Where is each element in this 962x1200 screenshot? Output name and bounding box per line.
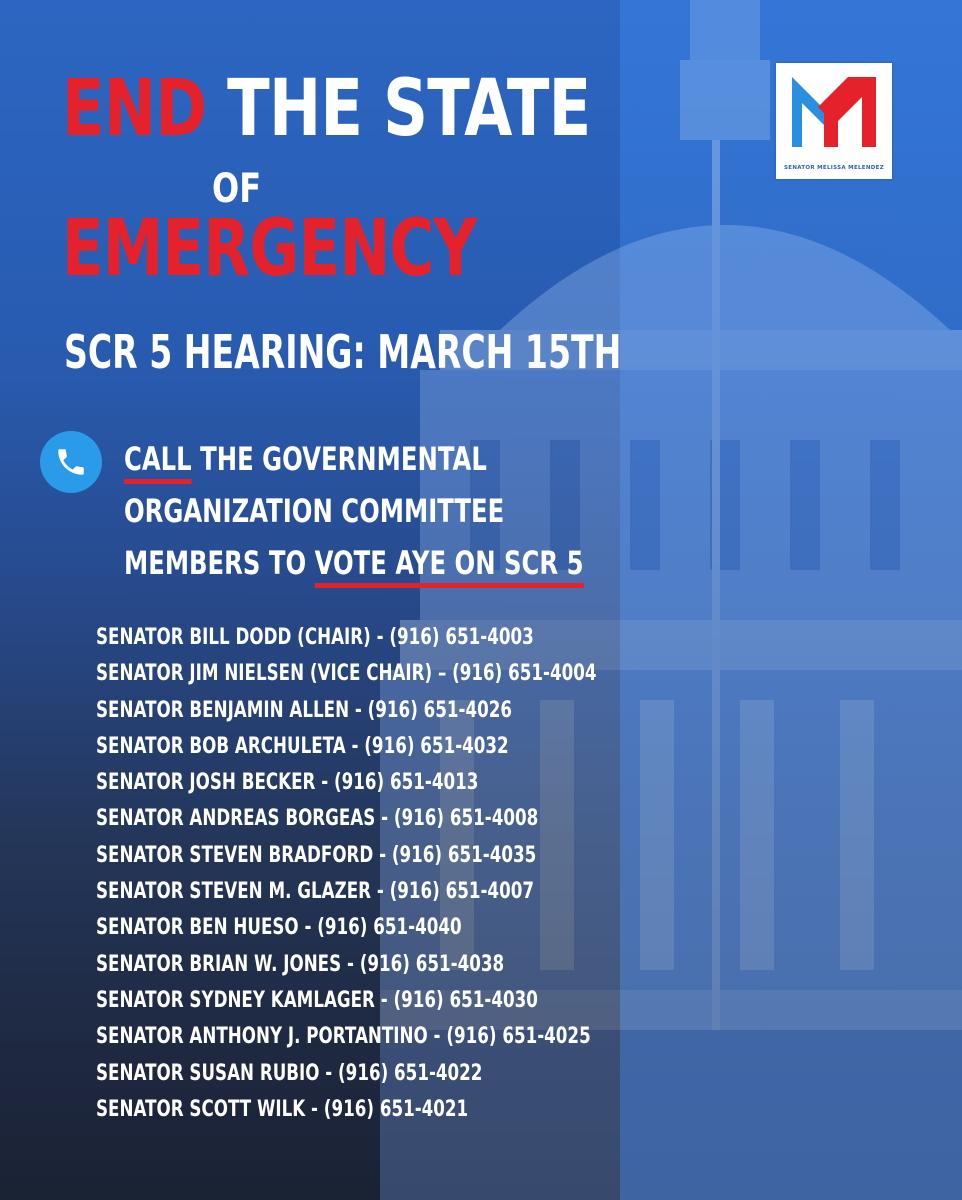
call-to-action [124,433,584,589]
m-monogram-icon [776,63,892,179]
cta-line-2: ORGANIZATION COMMITTEE [124,492,505,530]
senator-item: SENATOR JIM NIELSEN (VICE CHAIR) – (916) 651-4004 [96,661,597,687]
senator-item: SENATOR ANTHONY J. PORTANTINO - (916) 651-4025 [96,1024,591,1050]
cta-call-word: CALL [124,440,192,484]
headline-emergency: EMERGENCY [62,204,477,294]
cta-line-3-start: MEMBERS TO [124,544,315,582]
cta-line-3 [124,537,584,589]
senator-item: SENATOR SUSAN RUBIO - (916) 651-4022 [96,1060,483,1086]
senator-item: SENATOR ANDREAS BORGEAS - (916) 651-4008 [96,806,539,832]
headline-the-state: THE STATE [206,64,591,154]
senator-item: SENATOR BENJAMIN ALLEN - (916) 651-4026 [96,697,513,723]
senator-item: SENATOR SYDNEY KAMLAGER - (916) 651-4030 [96,987,538,1013]
senator-list [96,620,597,1128]
headline-end-word: END [62,64,207,154]
phone-icon [40,431,102,493]
senator-item: SENATOR BILL DODD (CHAIR) - (916) 651-4003 [96,625,534,650]
hearing-date: SCR 5 HEARING: MARCH 15TH [64,325,622,379]
cta-line-1 [124,433,584,485]
logo-caption: SENATOR MELISSA MELENDEZ [784,165,884,171]
cta-line-1-rest: THE GOVERNMENTAL [191,440,487,478]
senator-logo [776,63,892,179]
senator-item: SENATOR BEN HUESO - (916) 651-4040 [96,915,462,941]
senator-item: SENATOR STEVEN M. GLAZER - (916) 651-4007 [96,879,534,905]
headline-of: OF [212,166,262,212]
senator-item: SENATOR BOB ARCHULETA - (916) 651-4032 [96,733,509,759]
senator-item: SENATOR SCOTT WILK - (916) 651-4021 [96,1096,469,1122]
headline-line-1 [62,64,591,154]
senator-item: SENATOR BRIAN W. JONES - (916) 651-4038 [96,951,505,977]
senator-item: SENATOR STEVEN BRADFORD - (916) 651-4035 [96,842,537,868]
cta-vote-aye: VOTE AYE ON SCR 5 [315,544,584,588]
senator-item: SENATOR JOSH BECKER - (916) 651-4013 [96,770,479,796]
